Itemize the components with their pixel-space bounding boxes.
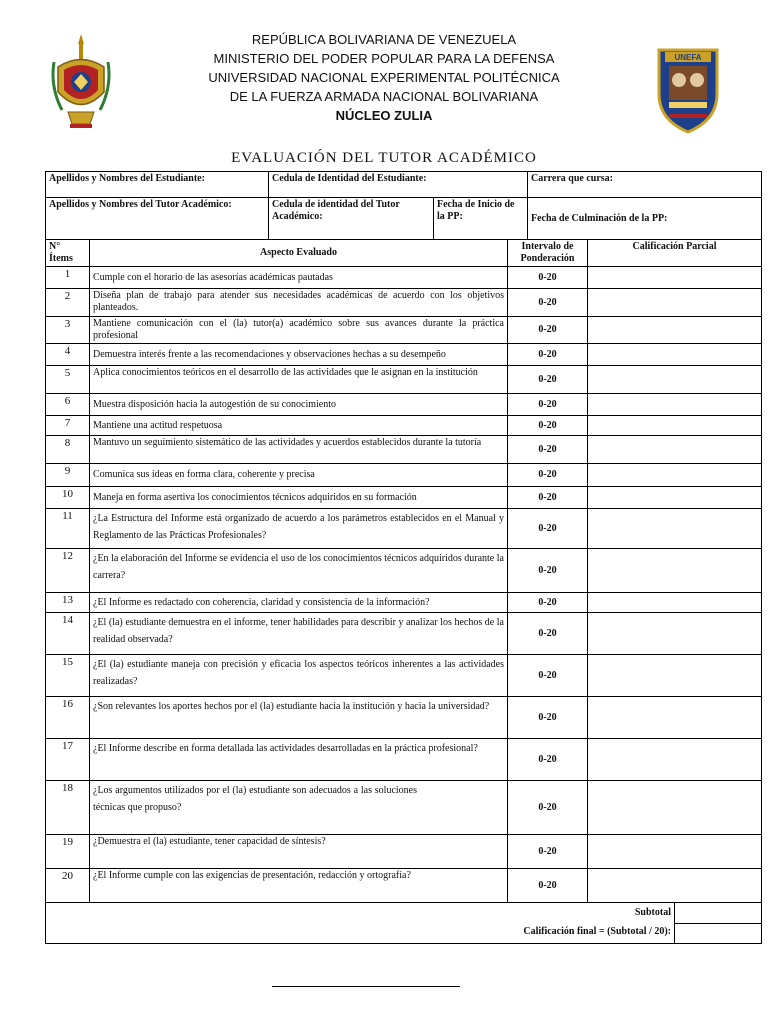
item-number: 18: [46, 781, 90, 835]
page-title: EVALUACIÓN DEL TUTOR ACADÉMICO: [231, 150, 537, 166]
item-aspect: Mantuvo un seguimiento sistemático de las actividades y acuerdos establecidos durante la tutoría: [90, 436, 508, 464]
item-aspect: Diseña plan de trabajo para atender sus necesidades académicas de acuerdo con los objetivos planteados.: [90, 289, 508, 317]
item-range: 0-20: [508, 436, 588, 464]
item-aspect: ¿Los argumentos utilizados por el (la) estudiante son adecuados a las soluciones técnicas que propuso?: [90, 781, 508, 835]
item-aspect: Mantiene comunicación con el (la) tutor(a) académico sobre sus avances durante la práctica profesional: [90, 317, 508, 344]
item-grade-cell[interactable]: [588, 366, 762, 394]
table-row: [46, 344, 762, 366]
header-line-5: NÚCLEO ZULIA: [335, 108, 433, 123]
table-row: [46, 267, 762, 289]
item-aspect: ¿El (la) estudiante demuestra en el informe, tener habilidades para describir y analizar los hechos de la realidad observada?: [90, 613, 508, 655]
header-line-2: MINISTERIO DEL PODER POPULAR PARA LA DEFENSA: [213, 51, 555, 66]
item-grade-cell[interactable]: [588, 394, 762, 416]
column-header-grade: Calificación Parcial: [588, 240, 762, 267]
item-aspect: Muestra disposición hacia la autogestión de su conocimiento: [90, 394, 508, 416]
table-row: [46, 509, 762, 549]
column-header-aspect: Aspecto Evaluado: [90, 240, 508, 267]
item-number: 4: [46, 344, 90, 366]
item-number: 14: [46, 613, 90, 655]
item-number: 16: [46, 697, 90, 739]
subtotal-label: Subtotal: [634, 907, 671, 918]
table-row: [46, 436, 762, 464]
signature-line: [272, 986, 460, 987]
item-range: 0-20: [508, 869, 588, 903]
column-header-range: Intervalo de Ponderación: [508, 240, 588, 267]
item-range: 0-20: [508, 593, 588, 613]
item-aspect: ¿El Informe cumple con las exigencias de presentación, redacción y ortografía?: [90, 869, 508, 903]
table-row: [46, 697, 762, 739]
final-grade-label: Calificación final = (Subtotal / 20):: [523, 926, 671, 937]
item-range: 0-20: [508, 289, 588, 317]
item-grade-cell[interactable]: [588, 487, 762, 509]
student-name-field[interactable]: Apellidos y Nombres del Estudiante:: [46, 172, 269, 198]
item-range: 0-20: [508, 781, 588, 835]
tutor-name-field[interactable]: Apellidos y Nombres del Tutor Académico:: [46, 198, 269, 240]
start-date-field[interactable]: Fecha de Inicio de la PP:: [434, 198, 528, 240]
item-range: 0-20: [508, 416, 588, 436]
item-aspect: Cumple con el horario de las asesorías académicas pautadas: [90, 267, 508, 289]
item-range: 0-20: [508, 344, 588, 366]
tutor-id-field[interactable]: Cedula de identidad del Tutor Académico:: [269, 198, 434, 240]
item-range: 0-20: [508, 317, 588, 344]
item-number: 5: [46, 366, 90, 394]
item-aspect: ¿En la elaboración del Informe se evidencia el uso de los conocimientos técnicos adquiridos durante la carrera?: [90, 549, 508, 593]
table-row: [46, 366, 762, 394]
item-grade-cell[interactable]: [588, 344, 762, 366]
item-aspect: ¿Son relevantes los aportes hechos por el (la) estudiante hacia la institución y hacia la universidad?: [90, 697, 508, 739]
item-aspect: Mantiene una actitud respetuosa: [90, 416, 508, 436]
item-range: 0-20: [508, 655, 588, 697]
item-number: 10: [46, 487, 90, 509]
table-row: [46, 394, 762, 416]
item-number: 11: [46, 509, 90, 549]
item-number: 13: [46, 593, 90, 613]
table-row: [46, 549, 762, 593]
item-number: 3: [46, 317, 90, 344]
item-grade-cell[interactable]: [588, 593, 762, 613]
item-range: 0-20: [508, 366, 588, 394]
table-row: [46, 317, 762, 344]
item-range: 0-20: [508, 835, 588, 869]
item-range: 0-20: [508, 487, 588, 509]
career-field[interactable]: Carrera que cursa:: [528, 172, 762, 198]
item-number: 12: [46, 549, 90, 593]
item-range: 0-20: [508, 739, 588, 781]
column-header-number: N° Ítems: [46, 240, 90, 267]
evaluation-table: [45, 239, 762, 944]
item-range: 0-20: [508, 613, 588, 655]
item-aspect: ¿Demuestra el (la) estudiante, tener capacidad de síntesis?: [90, 835, 508, 869]
item-range: 0-20: [508, 549, 588, 593]
item-number: 6: [46, 394, 90, 416]
table-row: [46, 869, 762, 903]
item-grade-cell[interactable]: [588, 739, 762, 781]
item-number: 2: [46, 289, 90, 317]
totals-label-cell: [46, 903, 675, 944]
item-number: 19: [46, 835, 90, 869]
item-grade-cell[interactable]: [588, 436, 762, 464]
item-range: 0-20: [508, 509, 588, 549]
item-number: 1: [46, 267, 90, 289]
item-grade-cell[interactable]: [588, 835, 762, 869]
institution-header: [0, 30, 768, 125]
header-line-1: REPÚBLICA BOLIVARIANA DE VENEZUELA: [251, 32, 517, 47]
item-aspect: Demuestra interés frente a las recomendaciones y observaciones hechas a su desempeño: [90, 344, 508, 366]
item-range: 0-20: [508, 697, 588, 739]
item-grade-cell[interactable]: [588, 289, 762, 317]
table-row: [46, 593, 762, 613]
table-row: [46, 739, 762, 781]
item-grade-cell[interactable]: [588, 613, 762, 655]
item-range: 0-20: [508, 267, 588, 289]
table-row: [46, 464, 762, 487]
item-number: 17: [46, 739, 90, 781]
item-grade-cell[interactable]: [588, 464, 762, 487]
item-aspect: ¿El Informe es redactado con coherencia, claridad y consistencia de la información?: [90, 593, 508, 613]
item-number: 9: [46, 464, 90, 487]
table-row: [46, 655, 762, 697]
unefa-logo-text: UNEFA: [674, 53, 702, 62]
item-grade-cell[interactable]: [588, 655, 762, 697]
table-row: [46, 613, 762, 655]
item-aspect: ¿La Estructura del Informe está organizado de acuerdo a los parámetros establecidos en el Manual y Reglamento de las Prácticas Profesionales?: [90, 509, 508, 549]
item-range: 0-20: [508, 464, 588, 487]
item-range: 0-20: [508, 394, 588, 416]
item-aspect: ¿El Informe describe en forma detallada las actividades desarrolladas en la práctica profesional?: [90, 739, 508, 781]
student-info-table: [45, 171, 762, 240]
item-grade-cell[interactable]: [588, 549, 762, 593]
item-grade-cell[interactable]: [588, 317, 762, 344]
end-date-field[interactable]: Fecha de Culminación de la PP:: [528, 198, 762, 240]
item-grade-cell[interactable]: [588, 509, 762, 549]
header-line-3: UNIVERSIDAD NACIONAL EXPERIMENTAL POLITÉCNICA: [208, 70, 560, 85]
table-row: [46, 487, 762, 509]
item-aspect: Aplica conocimientos teóricos en el desarrollo de las actividades que le asignan en la institución: [90, 366, 508, 394]
subtotal-value-cell[interactable]: [675, 903, 762, 924]
item-number: 8: [46, 436, 90, 464]
item-grade-cell[interactable]: [588, 781, 762, 835]
item-number: 15: [46, 655, 90, 697]
header-line-4: DE LA FUERZA ARMADA NACIONAL BOLIVARIANA: [229, 89, 539, 104]
item-grade-cell[interactable]: [588, 267, 762, 289]
item-aspect: Comunica sus ideas en forma clara, coherente y precisa: [90, 464, 508, 487]
item-aspect: ¿El (la) estudiante maneja con precisión y eficacia los aspectos teóricos inherentes a las actividades realizadas?: [90, 655, 508, 697]
table-row: [46, 781, 762, 835]
student-id-field[interactable]: Cedula de Identidad del Estudiante:: [269, 172, 528, 198]
item-aspect: Maneja en forma asertiva los conocimientos técnicos adquiridos en su formación: [90, 487, 508, 509]
final-grade-value-cell[interactable]: [675, 923, 762, 944]
table-row: [46, 416, 762, 436]
item-number: 20: [46, 869, 90, 903]
table-row: [46, 289, 762, 317]
item-grade-cell[interactable]: [588, 416, 762, 436]
table-row: [46, 835, 762, 869]
item-number: 7: [46, 416, 90, 436]
item-grade-cell[interactable]: [588, 869, 762, 903]
item-grade-cell[interactable]: [588, 697, 762, 739]
